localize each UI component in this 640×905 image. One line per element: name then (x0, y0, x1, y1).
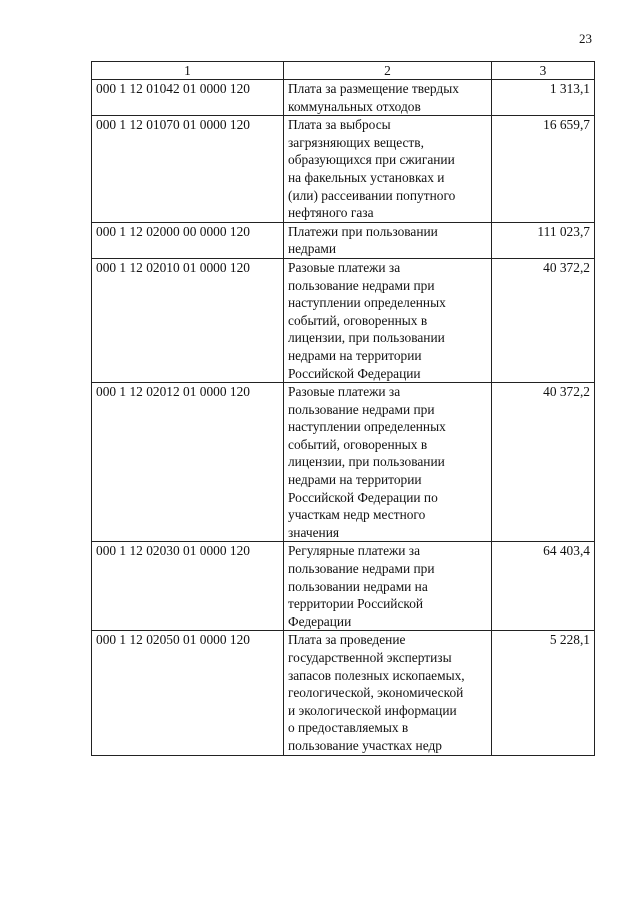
description-line: Федерации (288, 613, 352, 629)
description-line: лицензии, при пользовании (288, 330, 445, 346)
budget-classification-code: 000 1 12 01042 01 0000 120 (92, 80, 284, 116)
description-line: на факельных установках и (288, 169, 445, 185)
description-line: Плата за проведение (288, 632, 406, 648)
amount-value: 5 228,1 (492, 631, 595, 755)
amount-value: 40 372,2 (492, 383, 595, 542)
amount-value: 111 023,7 (492, 222, 595, 258)
description-line: наступлении определенных (288, 419, 446, 435)
description-line: участкам недр местного (288, 507, 426, 523)
description-line: загрязняющих веществ, (288, 134, 424, 150)
description-line: (или) рассеивании попутного (288, 187, 456, 203)
description-line: Регулярные платежи за (288, 543, 421, 559)
table-row (92, 80, 595, 116)
description-line: Российской Федерации по (288, 489, 438, 505)
column-header-amount: 3 (492, 62, 595, 80)
revenue-description (284, 80, 492, 116)
revenue-description (284, 258, 492, 382)
description-line: Разовые платежи за (288, 259, 401, 275)
column-header-description: 2 (284, 62, 492, 80)
description-line: о предоставляемых в (288, 720, 409, 736)
page-number: 23 (579, 31, 592, 46)
description-line: недрами на территории (288, 347, 422, 363)
description-line: нефтяного газа (288, 205, 374, 221)
budget-classification-code: 000 1 12 02030 01 0000 120 (92, 542, 284, 631)
table-row (92, 631, 595, 755)
column-header-code: 1 (92, 62, 284, 80)
revenue-description (284, 116, 492, 223)
revenue-description (284, 631, 492, 755)
description-line: пользовании недрами на (288, 578, 428, 594)
description-line: Российской Федерации (288, 365, 421, 381)
description-line: недрами на территории (288, 472, 422, 488)
description-line: недрами (288, 241, 337, 257)
table-row (92, 222, 595, 258)
description-line: государственной экспертизы (288, 650, 452, 665)
budget-classification-code: 000 1 12 02012 01 0000 120 (92, 383, 284, 542)
description-line: Платежи при пользовании (288, 223, 438, 239)
revenue-description (284, 383, 492, 542)
description-line: Разовые платежи за (288, 384, 401, 400)
description-line: запасов полезных ископаемых, (288, 667, 465, 683)
description-line: территории Российской (288, 596, 424, 612)
table-row (92, 116, 595, 223)
description-line: Плата за выбросы (288, 117, 391, 133)
budget-classification-code: 000 1 12 02050 01 0000 120 (92, 631, 284, 755)
description-line: пользование недрами при (288, 401, 435, 417)
description-line: событий, оговоренных в (288, 436, 428, 452)
description-line: Плата за размещение твердых (288, 81, 459, 96)
description-line: пользование недрами при (288, 277, 435, 293)
amount-value: 40 372,2 (492, 258, 595, 382)
amount-value: 16 659,7 (492, 116, 595, 223)
table-row (92, 542, 595, 631)
amount-value: 64 403,4 (492, 542, 595, 631)
description-line: образующихся при сжигании (288, 152, 455, 168)
budget-classification-code: 000 1 12 02000 00 0000 120 (92, 222, 284, 258)
budget-classification-code: 000 1 12 02010 01 0000 120 (92, 258, 284, 382)
description-line: коммунальных отходов (288, 98, 421, 114)
description-line: пользование участках недр (288, 737, 442, 753)
description-line: событий, оговоренных в (288, 312, 428, 328)
revenue-description (284, 222, 492, 258)
description-line: геологической, экономической (288, 685, 464, 701)
budget-classification-code: 000 1 12 01070 01 0000 120 (92, 116, 284, 223)
amount-value: 1 313,1 (492, 80, 595, 116)
table-row (92, 383, 595, 542)
revenue-description (284, 542, 492, 631)
description-line: значения (288, 524, 340, 540)
description-line: и экологической информации (288, 702, 457, 718)
table-header-row (92, 62, 595, 80)
budget-revenue-table (91, 61, 595, 756)
description-line: пользование недрами при (288, 561, 435, 577)
description-line: наступлении определенных (288, 295, 446, 311)
table-row (92, 258, 595, 382)
description-line: лицензии, при пользовании (288, 454, 445, 470)
table-body (92, 80, 595, 756)
